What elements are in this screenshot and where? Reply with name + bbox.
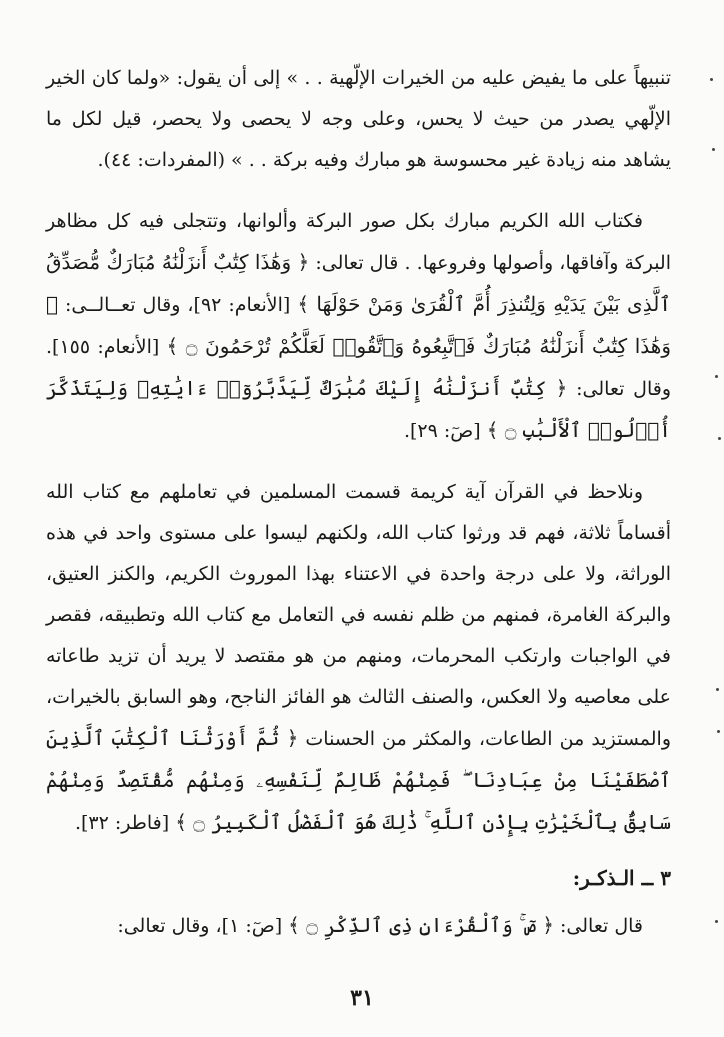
paragraph-text: قال تعالى:: [553, 915, 643, 937]
citation-text: [صٓ: ٢٩].: [403, 420, 487, 442]
quran-verse-sad-29: ﴿ كِتَٰبٌ أَنزَلْنَٰهُ إِلَيْكَ مُبَٰرَكٌ لِّيَدَّبَّرُوٓا۟ ءَايَٰتِهِۦ وَلِيَتَذَكَّرَ أُو۟لُوا۟ ٱلْأَلْبَٰبِ ۝ ﴾: [46, 376, 671, 442]
paragraph-gap: [46, 452, 671, 472]
paragraph-gap: [46, 181, 671, 201]
citation-text: [الأنعام: ٩٢]، وقال تعــالــى:: [58, 294, 298, 316]
page-body: [46, 58, 671, 947]
margin-dot: [715, 920, 718, 923]
citation-text: [فاطر: ٣٢].: [74, 812, 176, 834]
margin-dot: [717, 730, 720, 733]
paragraph-quote-mufradat: [46, 58, 671, 181]
quran-verse-sad-1: ﴿ صٓ ۚ وَٱلْقُرْءَانِ ذِى ٱلذِّكْرِ ۝ ﴾: [288, 913, 554, 937]
margin-dot: [716, 688, 719, 691]
paragraph-text: تنبيهاً على ما يفيض عليه من الخيرات الإلّهية . . » إلى أن يقول: «ولما كان الخير الإلّهي يصدر من حيث لا يحس، وعلى وجه لا يحصى ولا يحصر، قيل لكل ما يشاهد منه زيادة غير محسوسة هو مبارك وفيه بركة . . » (المفردات: ٤٤).: [46, 67, 671, 171]
citation-text: [صٓ: ١]، وقال تعالى:: [117, 915, 289, 937]
paragraph-text: فكتاب الله الكريم مبارك بكل صور البركة وألوانها، وتتجلى فيه كل مظاهر البركة وآفاقها، وأصولها وفروعها. . قال تعالى:: [46, 210, 671, 274]
margin-dot: [718, 437, 721, 440]
paragraph-blessed-book: [46, 201, 671, 452]
margin-dot: [710, 78, 713, 81]
margin-dot: [712, 148, 715, 151]
section-heading: ٣ ــ الـذكـر:: [572, 866, 671, 890]
paragraph-text: ونلاحظ في القرآن آية كريمة قسمت المسلمين في تعاملهم مع كتاب الله أقساماً ثلاثة، فهم قد ورثوا كتاب الله، ولكنهم ليسوا على مستوى واحد في هذه الوراثة، ولا على درجة واحدة في الاعتناء بهذا الموروث الكريم، والكنز العتيق، والبركة الغامرة، فمنهم من ظلم نفسه في التعامل مع كتاب الله وتطبيقه، فقصر في الواجبات وارتكب المحرمات، ومنهم من هو مقتصد لا يريد أن تزيد طاعاته على معاصيه ولا العكس، والصنف الثالث هو الفائز الناجح، وهو السابق بالخيرات، والمستزيد من الطاعات، والمكثر من الحسنات: [46, 481, 671, 750]
citation-text: [الأنعام: ١٥٥]. وقال تعالى:: [46, 336, 671, 400]
margin-dot: [715, 375, 718, 378]
quran-verse-anam-92: ﴿ وَهَٰذَا كِتَٰبٌ أَنزَلْنَٰهُ مُبَارَكٌ مُّصَدِّقُ ٱلَّذِى بَيْنَ يَدَيْهِ وَلِتُنذِرَ أُمَّ ٱلْقُرَىٰ وَمَنْ حَوْلَهَا ﴾: [46, 250, 672, 316]
page-number: ٣١: [350, 985, 374, 1011]
paragraph-inheritors: [46, 472, 671, 844]
quran-verse-fatir-32: ﴿ ثُمَّ أَوْرَثْنَا ٱلْكِتَٰبَ ٱلَّذِينَ ٱصْطَفَيْنَا مِنْ عِبَادِنَا ۖ فَمِنْهُمْ ظَالِمٌ لِّنَفْسِهِۦ وَمِنْهُم مُّقْتَصِدٌ وَمِنْهُمْ سَابِقٌۢ بِٱلْخَيْرَٰتِ بِإِذْنِ ٱللَّهِ ۚ ذَٰلِكَ هُوَ ٱلْفَضْلُ ٱلْكَبِيرُ ۝ ﴾: [46, 726, 671, 834]
quran-verse-anam-155: ﴿ وَهَٰذَا كِتَٰبٌ أَنزَلْنَٰهُ مُبَارَكٌ فَٱتَّبِعُوهُ وَٱتَّقُوا۟ لَعَلَّكُمْ تُرْحَمُونَ ۝ ﴾: [46, 292, 671, 358]
paragraph-dhikr: [46, 905, 671, 947]
